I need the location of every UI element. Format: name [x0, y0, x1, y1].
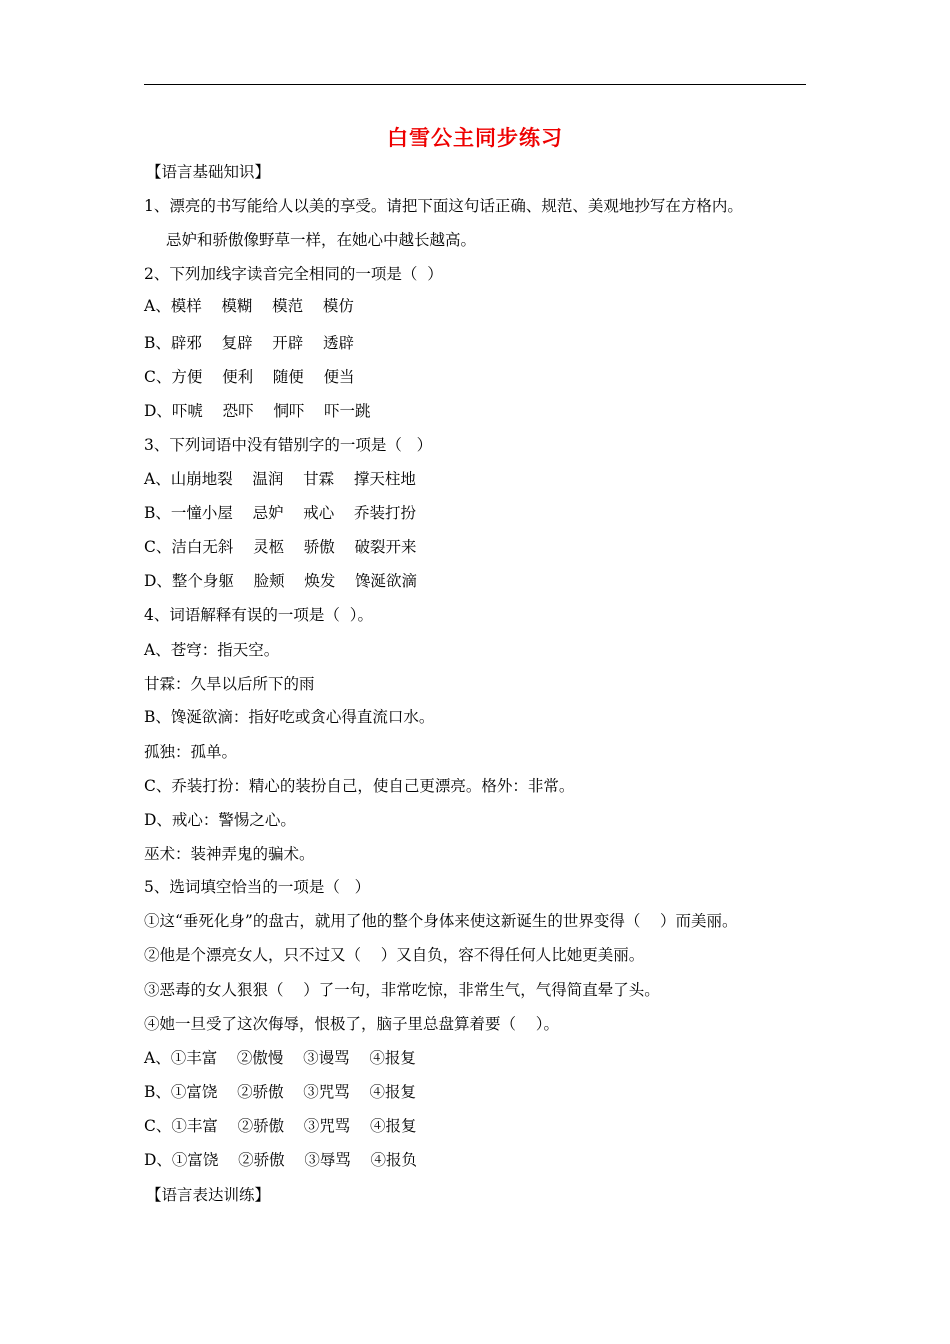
question-2: 2、下列加线字读音完全相同的一项是（ ） [144, 265, 443, 283]
section-heading-basics: 【语言基础知识】 [146, 163, 271, 181]
section-heading-expression: 【语言表达训练】 [146, 1186, 271, 1204]
question-4-option-b: B、馋涎欲滴：指好吃或贪心得直流口水。 [144, 708, 435, 726]
question-5-sentence-4: ④她一旦受了这次侮辱，恨极了，脑子里总盘算着要（ ）。 [144, 1015, 559, 1033]
question-2-option-a: A、模样 模糊 模范 模仿 [144, 297, 354, 315]
question-5-option-d: D、①富饶 ②骄傲 ③辱骂 ④报负 [144, 1151, 418, 1169]
question-4-option-a: A、苍穹：指天空。 [144, 641, 280, 659]
question-5-option-c: C、①丰富 ②骄傲 ③咒骂 ④报复 [144, 1117, 417, 1135]
question-2-option-b: B、辟邪 复辟 开辟 透辟 [144, 334, 355, 352]
question-5-option-b: B、①富饶 ②骄傲 ③咒骂 ④报复 [144, 1083, 417, 1101]
question-1: 1、漂亮的书写能给人以美的享受。请把下面这句话正确、规范、美观地抄写在方格内。 [144, 197, 743, 215]
question-2-option-d: D、吓唬 恐吓 恫吓 吓一跳 [144, 402, 371, 420]
question-2-option-c: C、方便 便利 随便 便当 [144, 368, 355, 386]
question-4-option-d-cont: 巫术：装神弄鬼的骗术。 [144, 845, 315, 863]
question-5: 5、选词填空恰当的一项是（ ） [144, 878, 371, 896]
question-5-sentence-2: ②他是个漂亮女人，只不过又（ ）又自负，容不得任何人比她更美丽。 [144, 946, 645, 964]
question-5-sentence-3: ③恶毒的女人狠狠（ ）了一句，非常吃惊，非常生气，气得简直晕了头。 [144, 981, 660, 999]
question-3-option-c: C、洁白无斜 灵柩 骄傲 破裂开来 [144, 538, 417, 556]
question-4-option-b-cont: 孤独：孤单。 [144, 743, 238, 761]
question-4-option-c: C、乔装打扮：精心的装扮自己，使自己更漂亮。格外：非常。 [144, 777, 575, 795]
page-title: 白雪公主同步练习 [387, 125, 563, 150]
question-4-option-a-cont: 甘霖：久旱以后所下的雨 [144, 675, 315, 693]
question-3-option-a: A、山崩地裂 温润 甘霖 撑天柱地 [144, 470, 416, 488]
question-5-sentence-1: ①这“垂死化身”的盘古，就用了他的整个身体来使这新诞生的世界变得（ ）而美丽。 [144, 912, 738, 930]
question-5-option-a: A、①丰富 ②傲慢 ③谩骂 ④报复 [144, 1049, 416, 1067]
header-rule [144, 84, 806, 85]
question-3-option-b: B、一憧小屋 忌妒 戒心 乔装打扮 [144, 504, 417, 522]
question-1-sentence: 忌妒和骄傲像野草一样，在她心中越长越高。 [166, 231, 477, 249]
question-4-option-d: D、戒心：警惕之心。 [144, 811, 296, 829]
question-3-option-d: D、整个身躯 脸颊 焕发 馋涎欲滴 [144, 572, 418, 590]
question-3: 3、下列词语中没有错别字的一项是（ ） [144, 436, 433, 454]
question-4: 4、词语解释有误的一项是（ ）。 [144, 606, 373, 624]
